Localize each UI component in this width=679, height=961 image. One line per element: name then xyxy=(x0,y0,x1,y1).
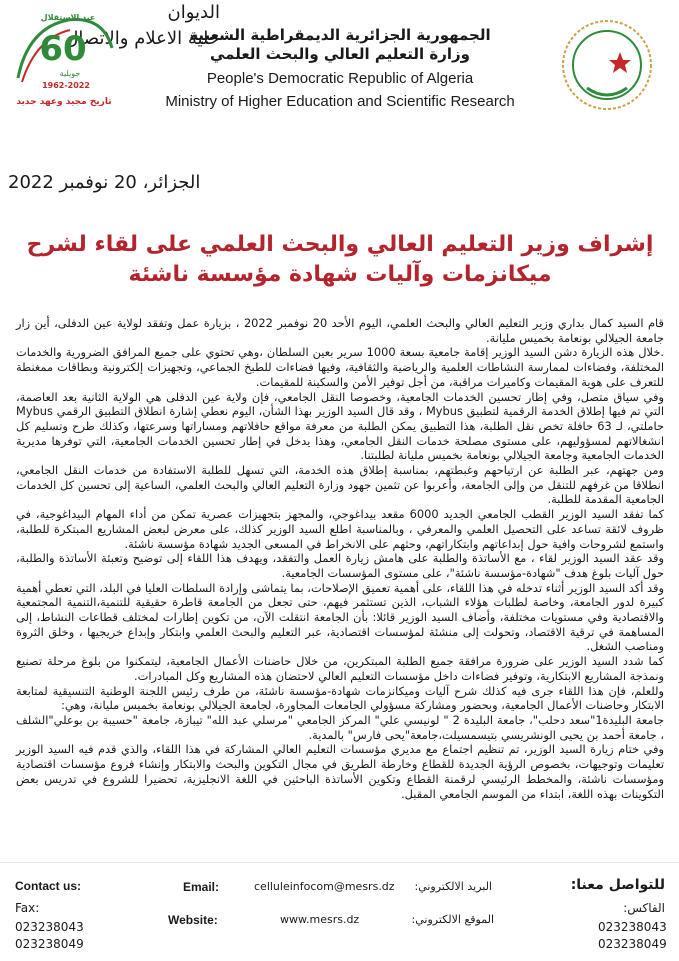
body-paragraph: ومن جهتهم، عبر الطلبة عن ارتياحهم وغبطتهم، بمناسبة إطلاق هذه الخدمة، التي تسهل للطلبة الاستفادة من خدمات النقل الجامعي، انطلاقا من غرفهم للتنقل من وإلى الجامعة، وأعربوا عن تثمين جهود وزارة التعليم العالي والبحث العلمي، الساعية إلى تحسين كل الخدمات الجامعية المقدمة للطلبة. xyxy=(16,463,664,507)
contact-us-label-ar: للتواصل معنا: xyxy=(570,877,665,893)
body-paragraph: كما تفقد السيد الوزير القطب الجامعي الجديد 6000 مقعد بيداغوجي، والمجهز بتجهيزات عصرية تمكن من أداء المهام البيداغوجية، في ظروف لائقة تساعد على التحصيل العلمي والمعرفي ، وبالمناسبة اطلع السيد الوزير كذلك، على معرض لبعض المشاريع المبتكرة للطلبة، واستمع لشروحات وافية حول إبداعاتهم وابتكاراتهم، وحثهم على الانخراط في المسعى الجديد شهادة مؤسسة ناشئة. xyxy=(16,507,664,551)
anniversary-subtitle: جويلية xyxy=(59,69,81,78)
anniversary-slogan: تاريخ مجيد وعهد جديد xyxy=(16,97,112,107)
body-paragraph: وفي ختام زيارة السيد الوزير، تم تنظيم اجتماع مع مديري مؤسسات التعليم العالي المشاركة في هذا اللقاء، والذي قدم فيه السيد الوزير تعليمات وتوجيهات، بخصوص الرؤية الجديدة للقطاع وخارطة الطريق في مجال التكوين والبحث والابتكار وإنشاء فروع مؤسسات اقتصادية ومؤسسات ناشئة، والمخطط الرئيسي لرقمنة القطاع وتكوين الأساتذة الباحثين في اللغة الانجليزية، تحضيرا للشروع في تدريس بعض التكوينات بهذه اللغة، ابتداء من الموسم الجامعي المقبل. xyxy=(16,742,664,801)
body-paragraph: كما شدد السيد الوزير على ضرورة مرافقة جميع الطلبة المبتكرين، من خلال حاضنات الأعمال الجامعية، ليتمكنوا من بلوغ مرحلة تصنيع ونمذجة المشاريع الابتكارية، وتوفير فضاءات داخل مؤسسات التعليم العالي لاحتضان هذه المشاريع وكل المبادرات. xyxy=(16,654,664,683)
body-paragraph: قام السيد كمال بداري وزير التعليم العالي والبحث العلمي، اليوم الأحد 20 نوفمبر 2022 ، بزيارة عمل وتفقد لولاية عين الدفلى، أين زار جامعة الجيلالي بونعامة بخميس مليانة. xyxy=(16,316,664,345)
fax-number-ar-1: 023238043 xyxy=(598,920,667,934)
header-republic-en: People's Democratic Republic of Algeria xyxy=(206,70,474,87)
independence-anniversary-logo-icon xyxy=(8,8,118,108)
header-ministry-ar: وزارة التعليم العالي والبحث العلمي xyxy=(209,45,471,63)
fax-number-1: 023238043 xyxy=(15,920,84,934)
body-paragraph: وقد عقد السيد الوزير لقاء ، مع الأساتذة والطلبة على هامش زيارة العمل والتفقد، ويهدف هذا اللقاء إلى توضيح وتعبئة الأساتذة والطلبة، حول آليات بلوغ هدف "شهادة-مؤسسة ناشئة"، على مستوى المؤسسات الجامعية. xyxy=(16,551,664,580)
press-body xyxy=(16,316,664,801)
email-label-ar: البريد الالكتروني: xyxy=(414,880,492,893)
press-title-line1: إشراف وزير التعليم العالي والبحث العلمي على لقاء لشرح xyxy=(26,232,654,257)
office-line1: الديوان xyxy=(167,2,220,23)
body-paragraph: وفي سياق متصل، وفي إطار تحسين الخدمات الجامعية، وخصوصا النقل الجامعي، فإن ولاية عين الدفلى هي الولاية الثانية بعد العاصمة، التي تم فيها إطلاق الخدمة الرقمية لتطبيق Mybus ، وقد قال السيد الوزير بهذا الشأن، اليوم نعطي إشارة انطلاق التطبيق الرقمي Mybus حاملتي، لـ 63 حافلة تخص نقل الطلبة، هذا التطبيق يمكن الطلبة من معرفة مواقع حافلاتهم ومساراتها وسرعتها، وكذلك طرح وتسليم كل انشغالاتهم لمسؤوليهم، على مستوى مصلحة خدمات النقل الجامعي، وهذا يدخل في إطار تحسين الخدمات الجامعية، التي توفرها مديرية الخدمات الجامعية وجامعة الجيلالي بونعامة بخميس مليانة لطلبتنا. xyxy=(16,389,664,463)
body-paragraph: .خلال هذه الزيارة دشن السيد الوزير إقامة جامعية بسعة 1000 سرير بعين السلطان ،وهي تحتوي على جميع المرافق الضرورية والخدمات المختلفة، وفضاءات لممارسة النشاطات العلمية والرياضية والثقافية، وفيها فضاءات للطبخ الجماعي، وتجهيزات إلكترونية وبطاقات ممغنطة للتعرف على هوية المقيمات وكاميرات مراقبة، من أجل توفير الأمن والسكينة للمقيمات. xyxy=(16,345,665,389)
website-label-ar: الموقع الالكتروني: xyxy=(411,913,494,926)
website-label-en: Website: xyxy=(168,913,218,927)
fax-number-2: 023238049 xyxy=(15,937,84,951)
press-title-line2: ميكانزمات وآليات شهادة مؤسسة ناشئة xyxy=(128,262,552,287)
contact-footer xyxy=(0,862,679,961)
header-ministry-en: Ministry of Higher Education and Scientific Research xyxy=(165,93,515,110)
body-paragraph: جامعة البليدة1"سعد دحلب"، جامعة البليدة 2 " لونيسي علي" المركز الجامعي "مرسلي عبد الله" تيبازة، جامعة "حسيبة بن بوعلي"الشلف ، جامعة أحمد بن يحيى الونشريسي بتيسمسيلت،جامعة"يحى فارس" بالمدية. xyxy=(16,712,664,742)
contact-us-label-en: Contact us: xyxy=(15,879,81,893)
fax-label-ar: الفاكس: xyxy=(623,901,665,915)
anniversary-top-text: عيد الاستقلال xyxy=(40,13,96,22)
body-paragraph: وللعلم، فإن هذا اللقاء جرى فيه كذلك شرح آليات وميكانزمات شهادة-مؤسسة ناشئة، من طرف رئيس اللجنة الوطنية التنسيقية لمتابعة الابتكار وحاضنات الأعمال الجامعية، وبحضور ومشاركة مسؤولي الجامعات المجاورة، لجامعة الجيلالي بونعامة بخميس مليانة، وهي: xyxy=(16,683,664,713)
email-label-en: Email: xyxy=(183,880,220,894)
press-date: الجزائر، 20 نوفمبر 2022 xyxy=(8,172,201,193)
fax-number-ar-2: 023238049 xyxy=(598,937,667,951)
anniversary-number: 60 xyxy=(39,29,87,69)
email-link[interactable]: celluleinfocom@mesrs.dz xyxy=(254,880,395,893)
website-link[interactable]: www.mesrs.dz xyxy=(280,913,360,926)
body-paragraph: وقد أكد السيد الوزير أثناء تدخله في هذا اللقاء، على أهمية تعميق الإصلاحات، بما يتماشى وإرادة السلطات العليا في البلد، التي تعطي أهمية كبيرة لدور الجامعة، وخاصة لطلبات هؤلاء الشباب، الذين تستثمر فيهم، حتى تجعل من الجامعة قاطرة حقيقية للتنمية،التنمية المجتمعية والاقتصادية وفي مستويات مختلفة، وأضاف السيد الوزير قائلا: بأن الجامعة انتقلت الآن، من تكوين إطارات لمختلف قطاعات النشاط، إلى المساهمة في ترقية الاقتصاد، وتحولت إلى منشئة لمؤسسات اقتصادية، عبر التعليم والبحث العلمي وابتكار وإبداع خريجيها ، وخلق الثروة ومناصب الشغل. xyxy=(16,580,664,654)
header-republic-ar: الجمهورية الجزائرية الديمقراطية الشعبية xyxy=(189,26,491,44)
anniversary-years: 1962-2022 xyxy=(42,81,90,90)
fax-label-en: Fax: xyxy=(15,901,40,915)
office-line2: خلية الاعلام والاتصال xyxy=(65,28,220,49)
ministry-emblem-icon xyxy=(552,10,662,120)
